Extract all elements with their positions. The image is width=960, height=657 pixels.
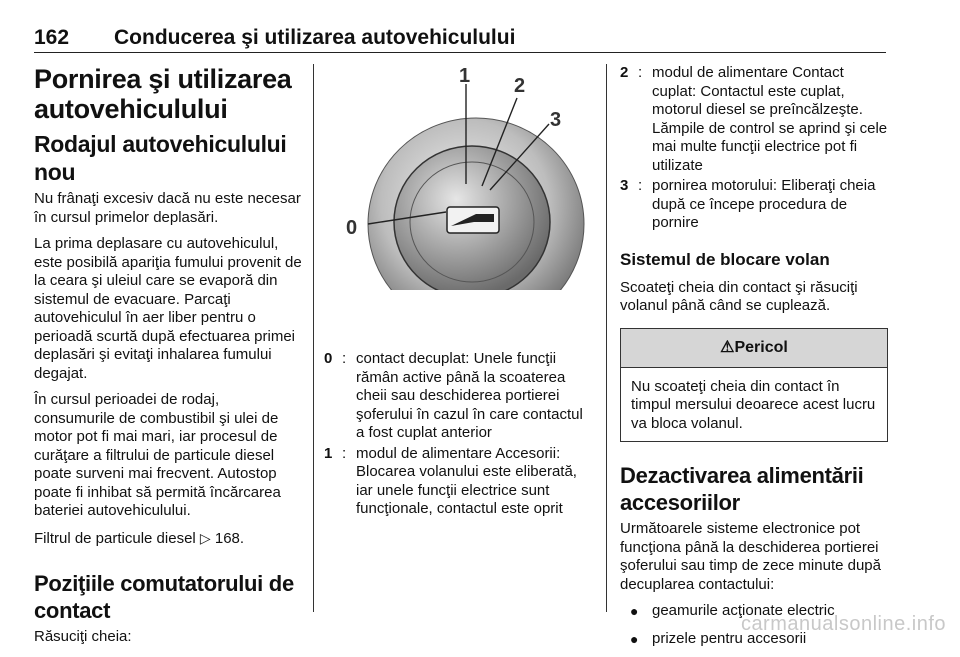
bullet-text: geamurile acţionate electric [652, 602, 835, 619]
paragraph: Următoarele sisteme electronice pot funcţiona până la deschiderea portierei şoferului sau timp de zece minute după decuplarea contactului: [620, 520, 881, 593]
paragraph: Scoateţi cheia din contact şi răsuciţi volanul până când se cuplează. [620, 278, 858, 314]
subsection-title-steering-lock: Sistemul de blocare volan [620, 249, 830, 269]
list-item [324, 350, 594, 443]
crossref-link[interactable]: 168. [214, 529, 245, 547]
warning-title: Pericol [734, 338, 788, 356]
watermark: carmanualsonline.info [740, 613, 946, 635]
list-item [620, 177, 888, 233]
list-item [324, 445, 594, 519]
warning-box [620, 328, 888, 443]
position-key: 2 [620, 64, 629, 81]
warning-triangle-icon: ⚠ [720, 338, 735, 356]
bullet-icon: ● [630, 630, 639, 647]
position-3-label: 3 [550, 109, 562, 131]
bullet-text: prizele pentru accesorii [652, 629, 807, 647]
position-key: 1 [324, 444, 333, 462]
position-key: 3 [620, 177, 629, 194]
subsection-title-ignition: Poziţiile comutatorului de contact [34, 571, 294, 623]
position-0-label: 0 [346, 217, 358, 239]
colon: : [638, 177, 643, 194]
chapter-title: Conducerea şi utilizarea autovehiculului [114, 26, 516, 49]
position-description: modul de alimentare Accesorii: Blocarea volanului este eliberată, iar unele funcţii electrice sunt funcţionale, contactul este oprit [356, 444, 577, 517]
page-ref-arrow-icon: ▷ [199, 529, 211, 546]
position-description: pornirea motorului: Eliberaţi cheia după ce începe procedura de pornire [652, 177, 876, 231]
paragraph: În cursul perioadei de rodaj, consumurile de combustibil şi ulei de motor pot fi mai mari, iar procesul de curăţare a filtrului de particule diesel poate surveni mai frecvent. Autostop poate fi inhibat să permită încărcarea bateriei autovehiculului. [34, 391, 281, 519]
ignition-switch-illustration [324, 64, 594, 290]
position-key: 0 [324, 350, 333, 367]
bullet-icon: ● [630, 603, 639, 619]
page-header [34, 26, 886, 53]
paragraph: La prima deplasare cu autovehiculul, este posibilă apariţia fumului provenit de la ceara şi uleiul care se evaporă din sistemul de evacuare. Parcaţi autovehiculul în aer liber pentru o perioadă scurtă după efectuarea primei deplasări şi evitaţi inhalarea fumului degajat. [34, 235, 302, 382]
crossref-text: Filtrul de particule diesel [34, 529, 196, 547]
switch-positions-list-cont [620, 64, 888, 233]
column-divider-1 [313, 64, 314, 612]
warning-title-bar [621, 329, 887, 368]
paragraph: Nu frânaţi excesiv dacă nu este necesar în cursul primelor deplasări. [34, 190, 301, 226]
warning-body: Nu scoateţi cheia din contact în timpul mersului deoarece acest lucru va bloca volanul. [631, 377, 876, 432]
column-middle [324, 64, 594, 521]
colon: : [342, 350, 347, 367]
position-1-label: 1 [459, 65, 471, 87]
position-description: modul de alimentare Contact cuplat: Contactul este cuplat, motorul diesel se preîncălzeşte. Lămpile de control se aprind şi cele mai multe funcţii electrice pot fi utilizate [652, 64, 888, 174]
paragraph-crossref [34, 529, 302, 549]
paragraph: Răsuciţi cheia: [34, 628, 132, 645]
section-title: Pornirea şi utilizarea autovehiculului [34, 64, 292, 124]
switch-positions-list [324, 350, 594, 519]
column-divider-2 [606, 64, 607, 612]
subsection-title-accessory-power: Dezactivarea alimentării accesoriilor [620, 463, 864, 515]
colon: : [638, 64, 643, 81]
list-item [620, 64, 888, 175]
column-right [620, 64, 888, 657]
subsection-title-break-in: Rodajul autovehiculului nou [34, 131, 287, 185]
position-description: contact decuplat: Unele funcţii rămân active până la scoaterea cheii sau deschiderea portierei şoferului în cazul în care contactul a fost cuplat anterior [356, 350, 583, 441]
column-left [34, 64, 302, 655]
ignition-switch-figure [324, 64, 594, 290]
position-2-label: 2 [514, 75, 526, 97]
colon: : [342, 444, 347, 462]
page-number: 162 [34, 26, 70, 49]
